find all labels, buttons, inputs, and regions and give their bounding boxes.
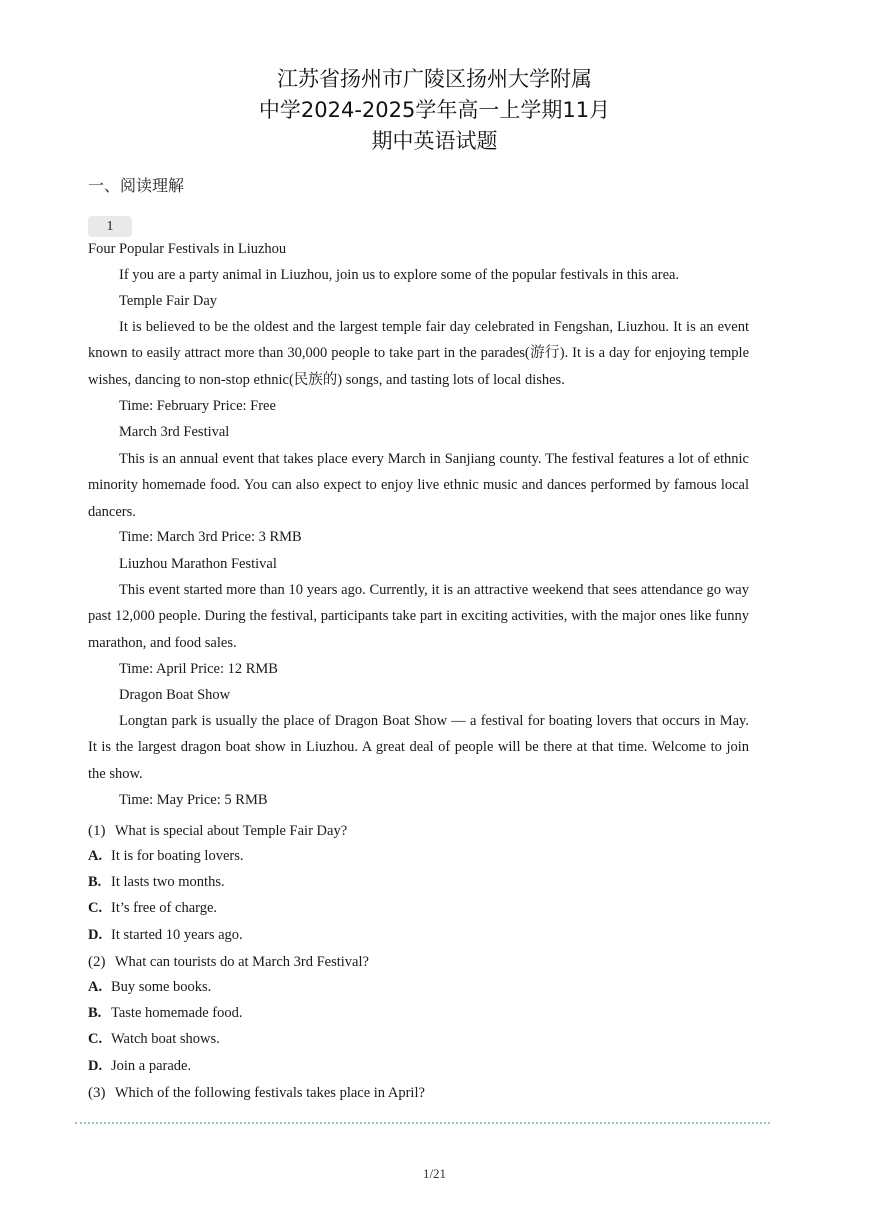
option-text: It’s free of charge.	[111, 900, 218, 916]
option-text: Join a parade.	[111, 1058, 192, 1074]
festival-description: This is an annual event that takes place every March in Sanjiang county. The festival features a lot of ethnic minority homemade food. You can also expect to enjoy live ethnic music and dances performed by famous local dancers.	[88, 451, 749, 520]
question-number: (2)	[88, 954, 106, 970]
option-text: It started 10 years ago.	[111, 927, 243, 943]
option-letter: C.	[88, 900, 103, 916]
question-2	[88, 954, 369, 971]
festival-description: It is believed to be the oldest and the largest temple fair day celebrated in Fengshan, Liuzhou. It is an event known to easily attract more than 30,000 people to take part in the parades(游行). It is a day for enjoying temple wishes, dancing to non-stop ethnic(民族的) songs, and tasting lots of local dishes.	[88, 319, 749, 388]
title-line-3: 期中英语试题	[371, 129, 498, 153]
option-text: Buy some books.	[111, 979, 212, 995]
option-text: It is for boating lovers.	[111, 848, 244, 864]
section-heading: 一、阅读理解	[88, 176, 185, 195]
option-text: Taste homemade food.	[111, 1005, 243, 1021]
option-d[interactable]	[88, 927, 243, 944]
page-separator	[75, 1122, 770, 1124]
question-number-badge: 1	[88, 216, 132, 237]
option-letter: D.	[88, 927, 103, 943]
festival-name: Dragon Boat Show	[119, 687, 231, 703]
festival-description: This event started more than 10 years ago. Currently, it is an attractive weekend that sees attendance go way past 12,000 people. During the festival, participants take part in exciting activities, with the major ones like funny marathon, and food sales.	[88, 582, 749, 651]
festival-name: March 3rd Festival	[119, 424, 230, 440]
question-number: (1)	[88, 823, 106, 839]
festival-description: Longtan park is usually the place of Dragon Boat Show — a festival for boating lovers that occurs in May. It is the largest dragon boat show in Liuzhou. A great deal of people will be there at that time. Welcome to join the show.	[88, 713, 749, 782]
option-c[interactable]	[88, 1031, 220, 1048]
festival-time-price: Time: April Price: 12 RMB	[119, 661, 278, 677]
page-number: 1/21	[422, 1166, 447, 1181]
title-line-2: 中学2024-2025学年高一上学期11月	[258, 98, 611, 122]
festival-time-price: Time: March 3rd Price: 3 RMB	[119, 529, 302, 545]
option-letter: D.	[88, 1058, 103, 1074]
passage-intro: If you are a party animal in Liuzhou, join us to explore some of the popular festivals in this area.	[119, 267, 680, 283]
option-letter: B.	[88, 1005, 102, 1021]
option-letter: A.	[88, 848, 103, 864]
question-1	[88, 823, 347, 840]
option-letter: C.	[88, 1031, 103, 1047]
question-text: What is special about Temple Fair Day?	[114, 823, 348, 839]
option-text: It lasts two months.	[111, 874, 225, 890]
option-c[interactable]	[88, 900, 217, 917]
question-text: What can tourists do at March 3rd Festival?	[114, 954, 369, 970]
festival-name: Temple Fair Day	[119, 293, 218, 309]
option-letter: B.	[88, 874, 102, 890]
question-number: (3)	[88, 1085, 106, 1101]
option-b[interactable]	[88, 874, 225, 891]
festival-name: Liuzhou Marathon Festival	[119, 556, 277, 572]
option-text: Watch boat shows.	[111, 1031, 220, 1047]
festival-time-price: Time: May Price: 5 RMB	[119, 792, 268, 808]
option-a[interactable]	[88, 848, 244, 865]
option-a[interactable]	[88, 979, 211, 996]
option-letter: A.	[88, 979, 103, 995]
festival-time-price: Time: February Price: Free	[119, 398, 276, 414]
option-d[interactable]	[88, 1058, 191, 1075]
option-b[interactable]	[88, 1005, 242, 1022]
passage-title: Four Popular Festivals in Liuzhou	[88, 241, 287, 257]
page-title	[0, 64, 869, 157]
question-3	[88, 1085, 425, 1102]
question-text: Which of the following festivals takes place in April?	[114, 1085, 425, 1101]
title-line-1: 江苏省扬州市广陵区扬州大学附属	[277, 67, 592, 91]
